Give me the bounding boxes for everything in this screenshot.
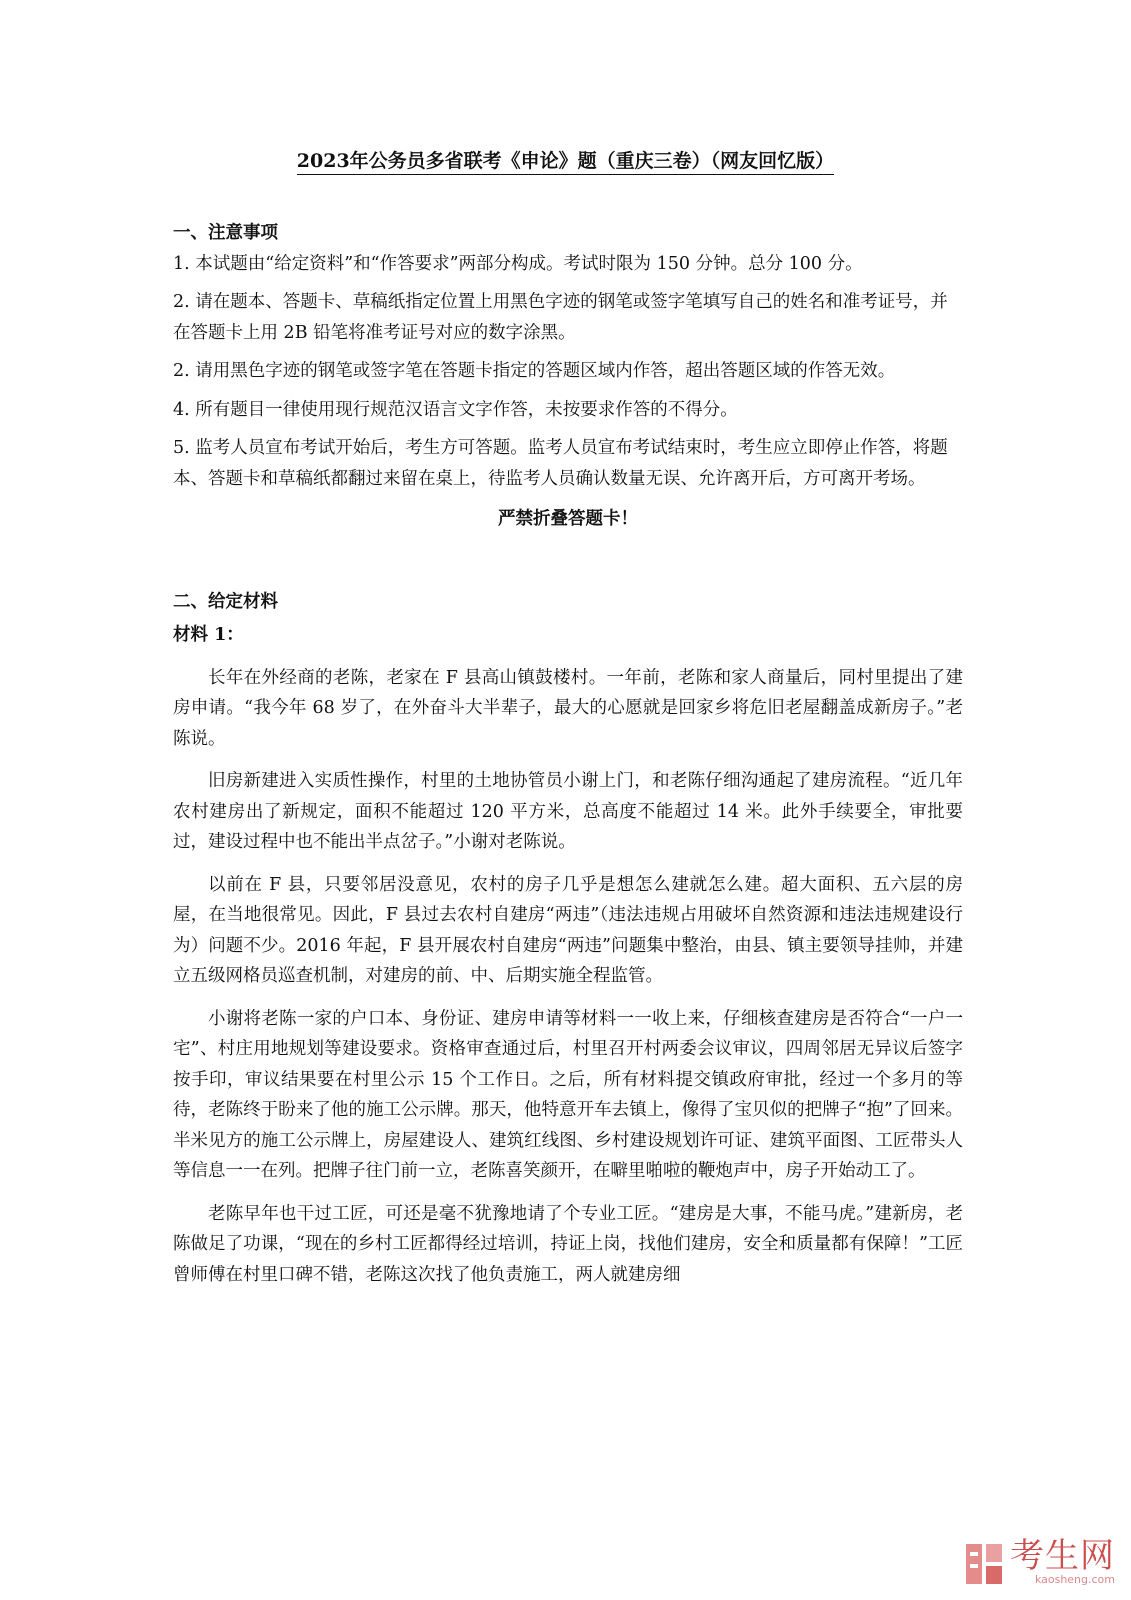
material-paragraph-4: 小谢将老陈一家的户口本、身份证、建房申请等材料一一收上来，仔细核查建房是否符合“一户一宅”、村庄用地规划等建设要求。资格审查通过后，村里召开村两委会议审议，四周邻居无异议后签字按手印，审议结果要在村里公示 15 个工作日。之后，所有材料提交镇政府审批，经过一个多月的等待，老陈终于盼来了他的施工公示牌。那天，他特意开车去镇上，像得了宝贝似的把牌子“抱”了回来。半米见方的施工公示牌上，房屋建设人、建筑红线图、乡村建设规划许可证、建筑平面图、工匠带头人等信息一一在列。把牌子往门前一立，老陈喜笑颜开，在噼里啪啦的鞭炮声中，房子开始动工了。 bbox=[173, 1008, 963, 1181]
document-title-text: 2023年公务员多省联考《申论》题（重庆三卷）（网友回忆版） bbox=[297, 150, 834, 175]
notice-item-3: 2. 请用黑色字迹的钢笔或签字笔在答题卡指定的答题区域内作答，超出答题区域的作答无效。 bbox=[173, 361, 896, 381]
material-paragraph-1: 长年在外经商的老陈，老家在 F 县高山镇鼓楼村。一年前，老陈和家人商量后，同村里提出了建房申请。“我今年 68 岁了，在外奋斗大半辈子，最大的心愿就是回家乡将危旧老屋翻盖成新房子。”老陈说。 bbox=[173, 667, 963, 749]
notice-item-4: 4. 所有题目一律使用现行规范汉语言文字作答，未按要求作答的不得分。 bbox=[173, 399, 738, 420]
document-title bbox=[0, 146, 1131, 173]
material-1-label: 材料 1： bbox=[173, 625, 244, 645]
material-paragraph-3: 以前在 F 县，只要邻居没意见，农村的房子几乎是想怎么建就怎么建。超大面积、五六层的房屋，在当地很常见。因此，F 县过去农村自建房“两违”（违法违规占用破坏自然资源和违法违规建设行为）问题不少。2016 年起，F 县开展农村自建房“两违”问题集中整治，由县、镇主要领导挂帅，并建立五级网格员巡查机制，对建房的前、中、后期实施全程监管。 bbox=[173, 874, 963, 986]
section-gap bbox=[173, 535, 963, 587]
kaosheng-watermark bbox=[964, 1538, 1115, 1586]
notice-warning: 严禁折叠答题卡！ bbox=[498, 509, 638, 529]
watermark-site-name: 考生网 bbox=[1010, 1536, 1115, 1576]
notice-item-2: 2. 请在题本、答题卡、草稿纸指定位置上用黑色字迹的钢笔或签字笔填写自己的姓名和准考证号，并 在答题卡上用 2B 铅笔将准考证号对应的数字涂黑。 bbox=[173, 292, 948, 343]
watermark-url: kaosheng.com bbox=[1034, 1573, 1115, 1586]
notice-item-1: 1. 本试题由“给定资料”和“作答要求”两部分构成。考试时限为 150 分钟。总分 100 分。 bbox=[173, 253, 863, 274]
kaosheng-logo-icon bbox=[964, 1542, 1004, 1586]
document-body bbox=[173, 218, 963, 1290]
notice-item-5: 5. 监考人员宣布考试开始后，考生方可答题。监考人员宣布考试结束时，考生应立即停止作答，将题 本、答题卡和草稿纸都翻过来留在桌上，待监考人员确认数量无误、允许离开后，方可离开考场。 bbox=[173, 438, 948, 489]
material-paragraph-5: 老陈早年也干过工匠，可还是毫不犹豫地请了个专业工匠。“建房是大事，不能马虎。”建新房，老陈做足了功课，“现在的乡村工匠都得经过培训，持证上岗，找他们建房，安全和质量都有保障！”工匠曾师傅在村里口碑不错，老陈这次找了他负责施工，两人就建房细 bbox=[173, 1203, 963, 1285]
notice-heading: 一、注意事项 bbox=[173, 223, 278, 243]
material-paragraph-2: 旧房新建进入实质性操作，村里的土地协管员小谢上门，和老陈仔细沟通起了建房流程。“近几年农村建房出了新规定，面积不能超过 120 平方米，总高度不能超过 14 米。此外手续要全，审批要过，建设过程中也不能出半点岔子。”小谢对老陈说。 bbox=[173, 771, 963, 852]
materials-heading: 二、给定材料 bbox=[173, 591, 278, 612]
